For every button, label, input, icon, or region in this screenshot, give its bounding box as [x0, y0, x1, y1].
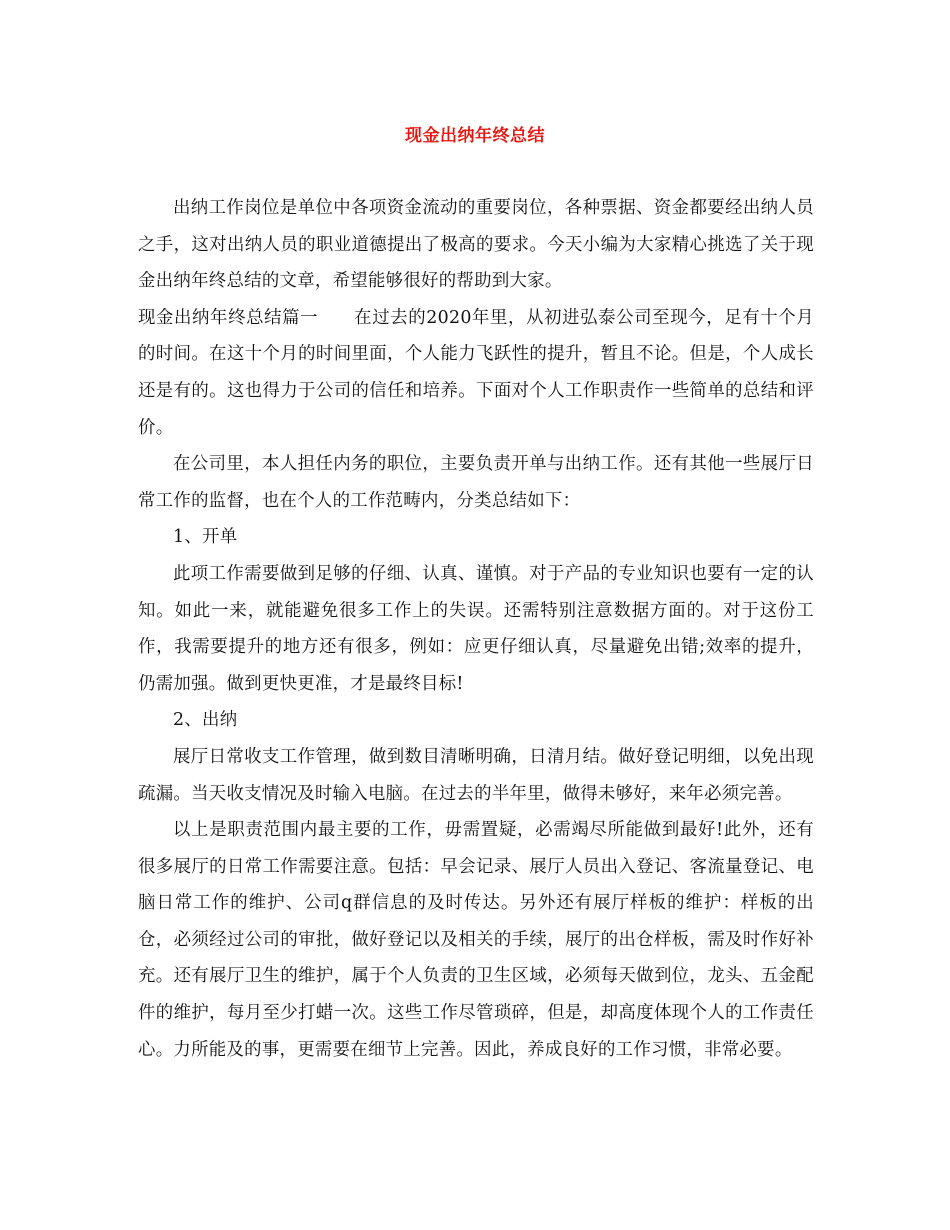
- document-title: 现金出纳年终总结: [405, 126, 545, 146]
- heading-cashier: 2、出纳: [173, 710, 238, 731]
- document-body: [138, 190, 814, 1068]
- other-duties-paragraph: 以上是职责范围内最主要的工作，毋需置疑，必需竭尽所能做到最好!此外，还有很多展厅的日常工作需要注意。包括：早会记录、展厅人员出入登记、客流量登记、电脑日常工作的维护、公司q群信息的及时传达。另外还有展厅样板的维护：样板的出仓，必须经过公司的审批，做好登记以及相关的手续，展厅的出仓样板，需及时作好补充。还有展厅卫生的维护，属于个人负责的卫生区域，必须每天做到位，龙头、五金配件的维护，每月至少打蜡一次。这些工作尽管琐碎，但是，却高度体现个人的工作责任心。力所能及的事，更需要在细节上完善。因此，养成良好的工作习惯，非常必要。: [138, 820, 814, 1060]
- intro-paragraph: 出纳工作岗位是单位中各项资金流动的重要岗位，各种票据、资金都要经出纳人员之手，这对出纳人员的职业道德提出了极高的要求。今天小编为大家精心挑选了关于现金出纳年终总结的文章，希望能够很好的帮助到大家。: [138, 198, 814, 292]
- billing-paragraph: 此项工作需要做到足够的仔细、认真、谨慎。对于产品的专业知识也要有一定的认知。如此一来，就能避免很多工作上的失误。还需特别注意数据方面的。对于这份工作，我需要提升的地方还有很多，例如：应更仔细认真，尽量避免出错;效率的提升，仍需加强。做到更快更准，才是最终目标!: [138, 563, 814, 694]
- heading-billing: 1、开单: [173, 527, 238, 548]
- cashier-paragraph: 展厅日常收支工作管理，做到数目清晰明确，日清月结。做好登记明细，以免出现疏漏。当天收支情况及时输入电脑。在过去的半年里，做得未够好，来年必须完善。: [138, 746, 814, 804]
- section-one-paragraph: 现金出纳年终总结篇一 在过去的2020年里，从初进弘泰公司至现今，足有十个月的时间。在这十个月的时间里面，个人能力飞跃性的提升，暂且不论。但是，个人成长还是有的。这也得力于公司的信任和培养。下面对个人工作职责作一些简单的总结和评价。: [138, 307, 814, 438]
- position-paragraph: 在公司里，本人担任内务的职位，主要负责开单与出纳工作。还有其他一些展厅日常工作的监督，也在个人的工作范畴内，分类总结如下：: [138, 454, 814, 511]
